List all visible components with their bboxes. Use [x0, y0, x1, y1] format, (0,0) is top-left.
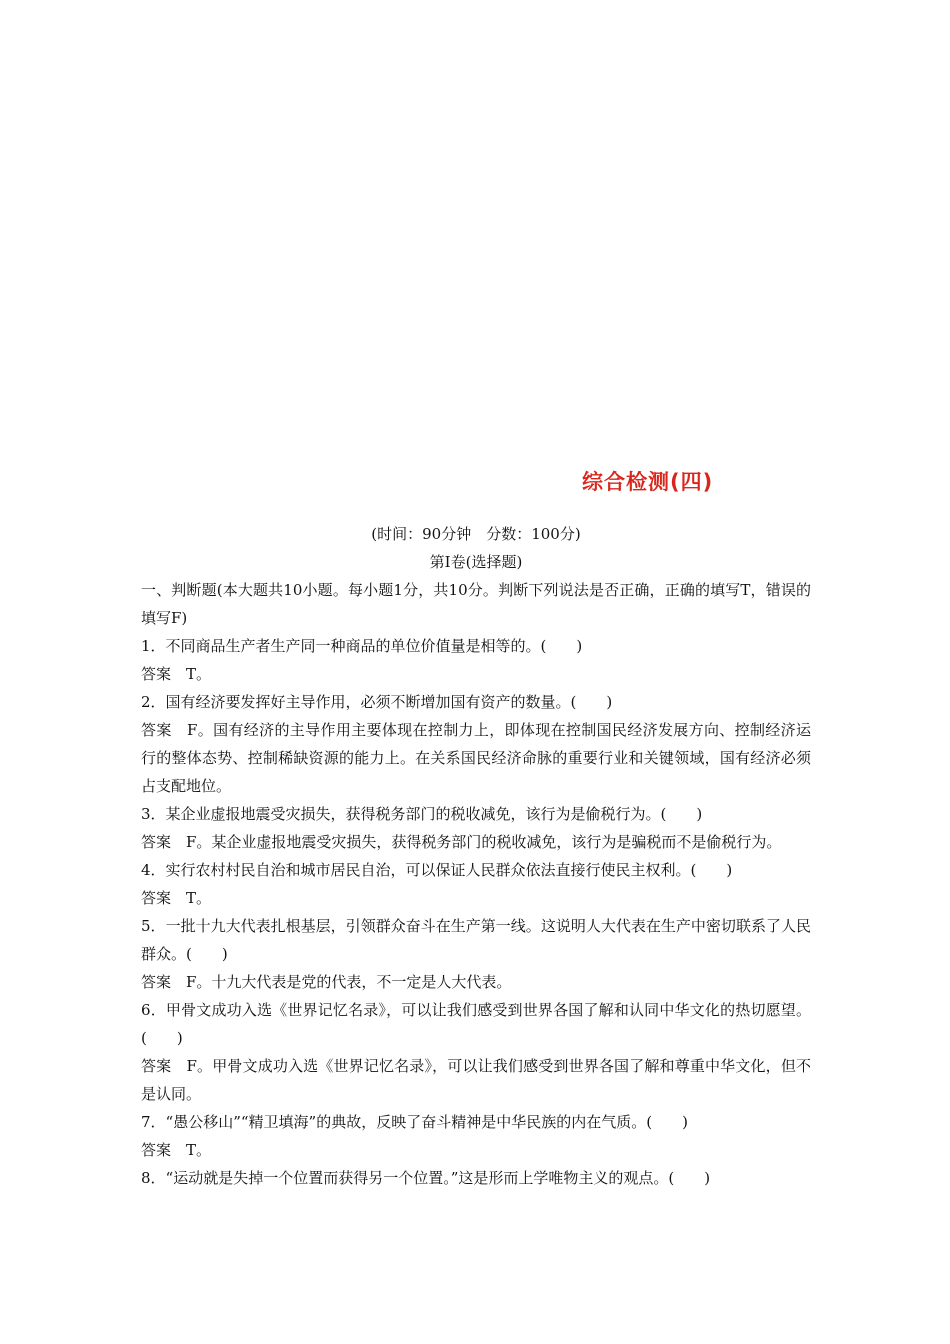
answer-4: 答案 T。: [141, 889, 212, 907]
question-6: 6．甲骨文成功入选《世界记忆名录》，可以让我们感受到世界各国了解和认同中华文化的热切愿望。( ): [141, 1001, 811, 1047]
answer-1: 答案 T。: [141, 665, 212, 683]
answer-3: 答案 F。某企业虚报地震受灾损失，获得税务部门的税收减免，该行为是骗税而不是偷税行为。: [141, 833, 782, 851]
question-3: 3．某企业虚报地震受灾损失，获得税务部门的税收减免，该行为是偷税行为。( ): [141, 805, 703, 823]
question-8: 8．“运动就是失掉一个位置而获得另一个位置。”这是形而上学唯物主义的观点。( ): [141, 1169, 711, 1187]
document-content: [141, 520, 811, 1192]
question-5: 5．一批十九大代表扎根基层，引领群众奋斗在生产第一线。这说明人大代表在生产中密切联系了人民群众。( ): [141, 917, 811, 963]
volume-heading: 第Ⅰ卷(选择题): [429, 553, 523, 571]
answer-6: 答案 F。甲骨文成功入选《世界记忆名录》，可以让我们感受到世界各国了解和尊重中华文化，但不是认同。: [141, 1057, 811, 1103]
answer-2: 答案 F。国有经济的主导作用主要体现在控制力上，即体现在控制国民经济发展方向、控制经济运行的整体态势、控制稀缺资源的能力上。在关系国民经济命脉的重要行业和关键领域，国有经济必须占支配地位。: [141, 721, 811, 795]
section-intro: 一、判断题(本大题共10小题。每小题1分，共10分。判断下列说法是否正确，正确的填写T，错误的填写F): [141, 581, 811, 627]
question-1: 1．不同商品生产者生产同一种商品的单位价值量是相等的。( ): [141, 637, 583, 655]
exam-meta: (时间：90分钟 分数：100分): [371, 525, 581, 543]
question-7: 7．“愚公移山”“精卫填海”的典故，反映了奋斗精神是中华民族的内在气质。( ): [141, 1113, 688, 1131]
question-2: 2．国有经济要发挥好主导作用，必须不断增加国有资产的数量。( ): [141, 693, 613, 711]
answer-7: 答案 T。: [141, 1141, 212, 1159]
question-4: 4．实行农村村民自治和城市居民自治，可以保证人民群众依法直接行使民主权利。( ): [141, 861, 733, 879]
page-title: 综合检测(四): [582, 470, 714, 494]
answer-5: 答案 F。十九大代表是党的代表，不一定是人大代表。: [141, 973, 512, 991]
